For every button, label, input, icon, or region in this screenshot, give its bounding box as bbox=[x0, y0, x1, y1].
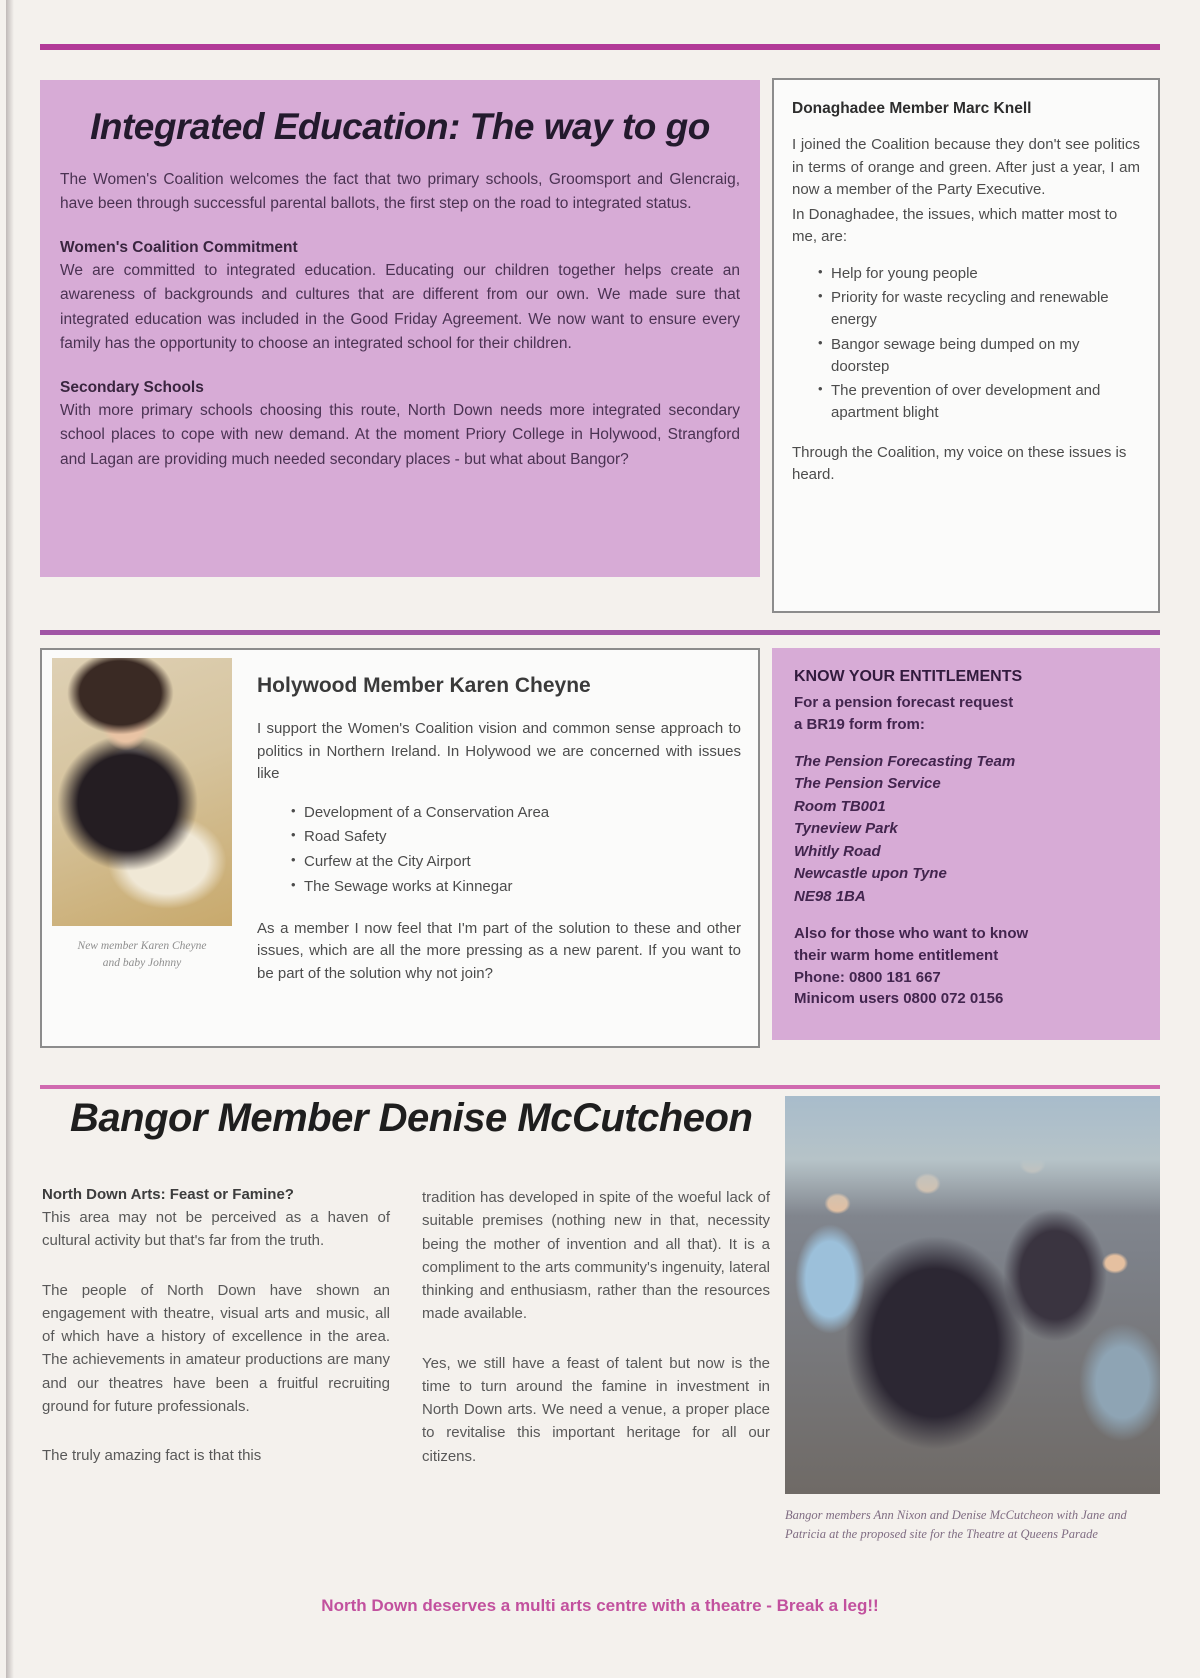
list-item: • Development of a Conservation Area bbox=[291, 802, 741, 824]
top-divider-rule bbox=[40, 44, 1160, 50]
bangor-paragraph: tradition has developed in spite of the woeful lack of suitable premises (nothing new in that, necessity being the mother of invention and all that). It is a compliment to the arts community's ingenuity, lateral thinking and enthusiasm, rather than the resources made available. bbox=[422, 1189, 770, 1323]
donaghadee-closing: Through the Coalition, my voice on these issues is heard. bbox=[792, 443, 1127, 484]
entitlements-title: KNOW YOUR ENTITLEMENTS bbox=[794, 668, 1023, 685]
arts-centre-tagline: North Down deserves a multi arts centre with a theatre - Break a leg!! bbox=[321, 1596, 879, 1615]
integrated-title: Integrated Education: The way to go bbox=[90, 106, 710, 147]
pension-address-block bbox=[794, 751, 1138, 909]
list-item: • The prevention of over development and apartment blight bbox=[818, 380, 1140, 424]
bangor-photo-caption: Bangor members Ann Nixon and Denise McCutcheon with Jane and Patricia at the proposed site for the Theatre at Queens Parade bbox=[785, 1508, 1127, 1541]
list-item: • The Sewage works at Kinnegar bbox=[291, 876, 741, 898]
donaghadee-paragraph-2: In Donaghadee, the issues, which matter most to me, are: bbox=[792, 205, 1118, 245]
integrated-education-panel bbox=[40, 80, 760, 577]
donaghadee-paragraph-1: I joined the Coalition because they don't see politics in terms of orange and green. After just a year, I am now a member of the Party Executive. bbox=[792, 136, 1140, 198]
holywood-paragraph-1: I support the Women's Coalition vision and common sense approach to politics in Northern Ireland. In Holywood we are concerned with issues like bbox=[257, 720, 741, 782]
address-line: Newcastle upon Tyne bbox=[794, 865, 947, 882]
entitlements-intro-line: a BR19 form from: bbox=[794, 715, 925, 733]
secondary-schools-body: With more primary schools choosing this route, North Down needs more integrated secondary school places to cope with new demand. At the moment Priory College in Holywood, Strangford and Lagan are providing much needed secondary places - but what about Bangor? bbox=[60, 401, 740, 468]
bangor-paragraph: The truly amazing fact is that this bbox=[42, 1447, 262, 1464]
bangor-title: Bangor Member Denise McCutcheon bbox=[70, 1096, 753, 1140]
holywood-member-panel bbox=[40, 648, 760, 1048]
bangor-subheading: North Down Arts: Feast or Famine? bbox=[42, 1186, 294, 1203]
caption-line: New member Karen Cheyne bbox=[77, 940, 207, 952]
integrated-intro: The Women's Coalition welcomes the fact that two primary schools, Groomsport and Glencraig, have been through successful parental ballots, the first step on the road to integrated status. bbox=[60, 171, 740, 213]
bangor-divider-rule bbox=[40, 1085, 1160, 1089]
caption-line: and baby Johnny bbox=[102, 956, 182, 969]
karen-photo-caption bbox=[52, 938, 232, 971]
address-line: Tyneview Park bbox=[794, 820, 898, 837]
phone-number: Phone: 0800 181 667 bbox=[794, 968, 941, 986]
holywood-issues-list bbox=[273, 802, 741, 898]
list-item: • Curfew at the City Airport bbox=[291, 851, 741, 873]
donaghadee-title: Donaghadee Member Marc Knell bbox=[792, 100, 1032, 117]
warm-home-note bbox=[794, 923, 1138, 1010]
note-line: their warm home entitlement bbox=[794, 946, 999, 964]
bangor-paragraph: Yes, we still have a feast of talent but now is the time to turn around the famine in investment in North Down arts. We need a venue, a proper place to revitalise this important heritage for all our citizens. bbox=[422, 1354, 770, 1465]
entitlements-intro-line: For a pension forecast request bbox=[794, 694, 1014, 711]
donaghadee-member-panel bbox=[772, 78, 1160, 613]
address-line: Whitly Road bbox=[794, 842, 881, 860]
bangor-photo-column bbox=[785, 1096, 1160, 1544]
secondary-schools-subheading: Secondary Schools bbox=[60, 378, 204, 396]
address-line: Room TB001 bbox=[794, 797, 886, 815]
holywood-text-column bbox=[257, 674, 741, 985]
bangor-column-1 bbox=[42, 1186, 390, 1467]
bangor-paragraph: This area may not be perceived as a haven of cultural activity but that's far from the truth. bbox=[42, 1209, 390, 1250]
holywood-title: Holywood Member Karen Cheyne bbox=[257, 674, 591, 697]
bangor-column-2 bbox=[422, 1186, 770, 1468]
entitlements-panel bbox=[772, 648, 1160, 1040]
holywood-closing: As a member I now feel that I'm part of the solution to these and other issues, which are all the more pressing as a new parent. If you want to be part of the solution why not join? bbox=[257, 919, 741, 982]
note-line: Also for those who want to know bbox=[794, 925, 1029, 942]
address-line: NE98 1BA bbox=[794, 887, 866, 905]
list-item: • Bangor sewage being dumped on my doorstep bbox=[818, 334, 1140, 378]
section-divider-rule bbox=[40, 630, 1160, 635]
list-item: • Priority for waste recycling and renewable energy bbox=[818, 287, 1140, 331]
list-item: • Help for young people bbox=[818, 263, 1140, 285]
karen-photo-column bbox=[52, 658, 232, 971]
commitment-body: We are committed to integrated education. Educating our children together helps create an awareness of backgrounds and cultures that are different from our own. We made sure that integrated education was included in the Good Friday Agreement. We now want to ensure every family has the opportunity to choose an integrated school for their children. bbox=[60, 261, 740, 353]
minicom-number: Minicom users 0800 072 0156 bbox=[794, 990, 1004, 1008]
donaghadee-issues-list bbox=[800, 263, 1140, 424]
bangor-paragraph: The people of North Down have shown an engagement with theatre, visual arts and music, all of which have a history of excellence in the area. The achievements in amateur productions are many and our theatres have been a fruitful recruiting ground for future professionals. bbox=[42, 1281, 390, 1415]
karen-cheyne-photo bbox=[52, 658, 232, 926]
list-item: • Road Safety bbox=[291, 826, 741, 848]
bangor-group-photo bbox=[785, 1096, 1160, 1494]
address-line: The Pension Service bbox=[794, 775, 941, 792]
commitment-subheading: Women's Coalition Commitment bbox=[60, 238, 298, 256]
address-line: The Pension Forecasting Team bbox=[794, 752, 1016, 770]
